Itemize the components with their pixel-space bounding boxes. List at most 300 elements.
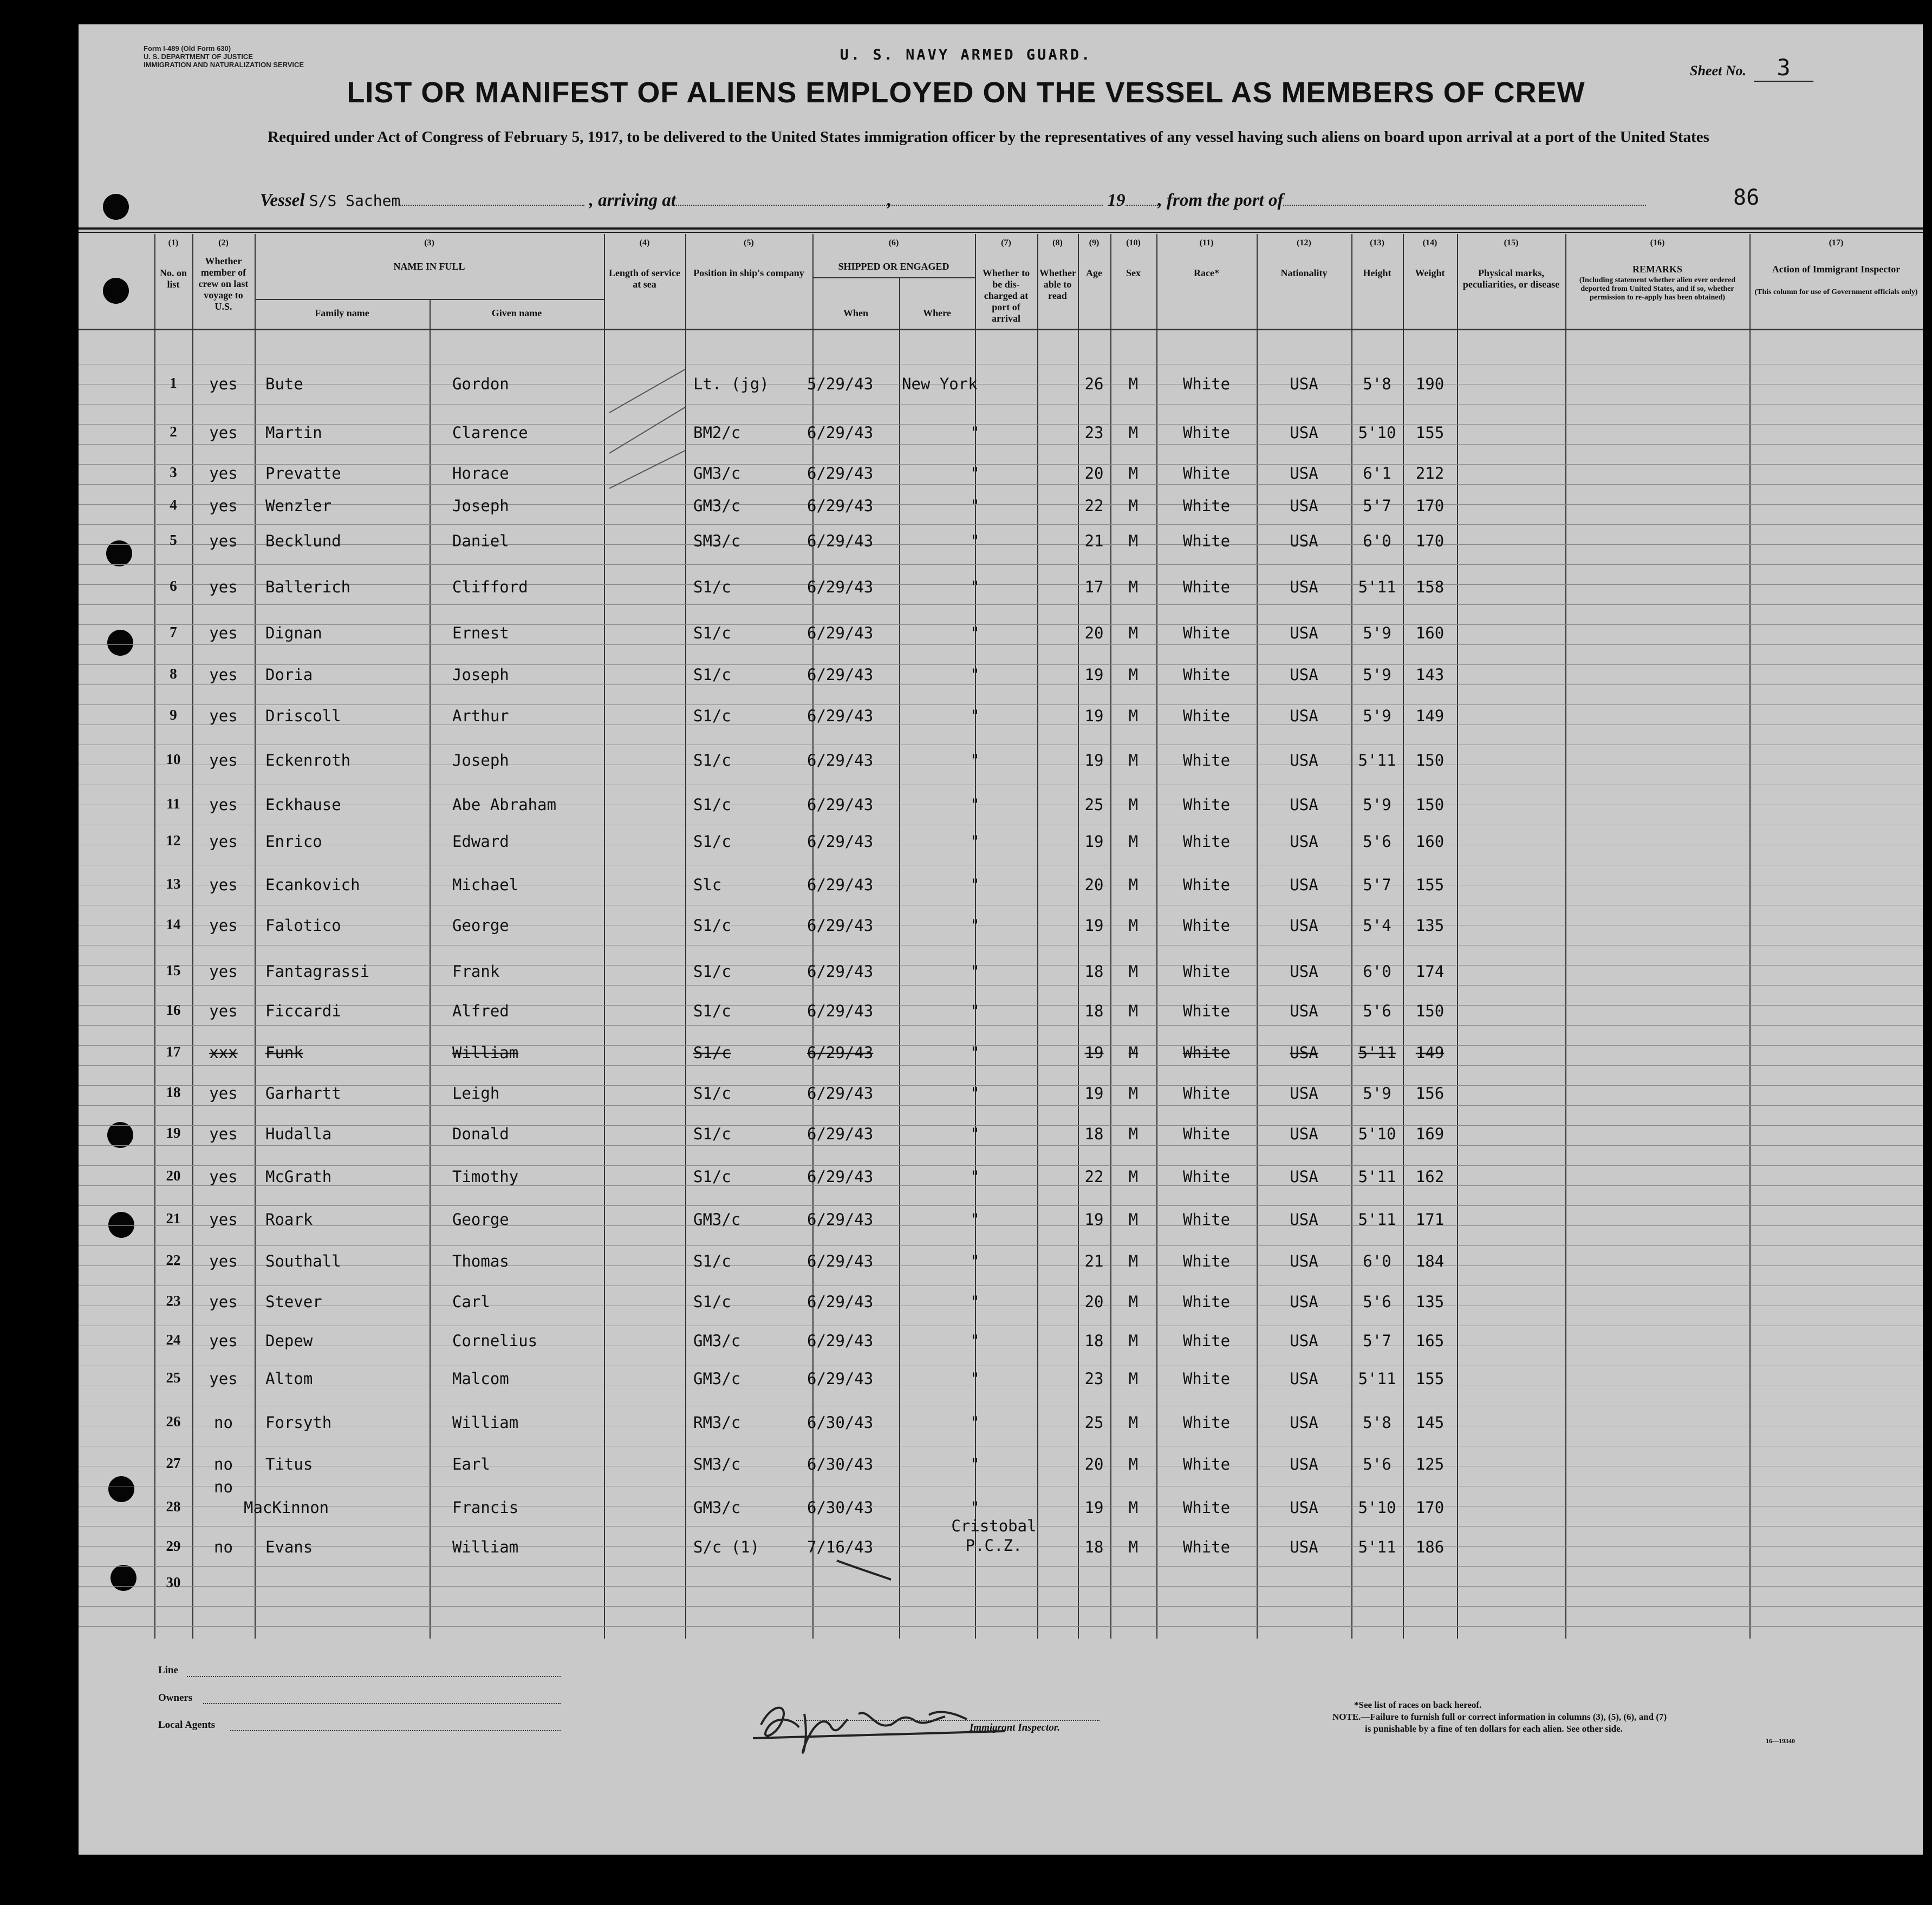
cell-no: 15 bbox=[166, 962, 181, 978]
row-rule bbox=[79, 1105, 1923, 1106]
cell-sex: M bbox=[1128, 1125, 1139, 1143]
row-rule bbox=[79, 1586, 1923, 1587]
column-header-7: Whether to be dis-charged at port of arrival bbox=[982, 268, 1030, 324]
cell-prev: yes bbox=[209, 578, 238, 596]
cell-weight: 160 bbox=[1415, 624, 1445, 642]
cell-no: 10 bbox=[166, 751, 181, 767]
cell-position: S1/c bbox=[693, 962, 731, 981]
cell-height: 5'4 bbox=[1363, 916, 1391, 935]
row-rule bbox=[79, 1626, 1923, 1627]
column-header-3: NAME IN FULL bbox=[393, 261, 465, 272]
cell-when: 6/29/43 bbox=[807, 751, 874, 769]
cell-family: Forsyth bbox=[265, 1413, 332, 1432]
row-rule bbox=[79, 1145, 1923, 1146]
cell-weight: 190 bbox=[1415, 375, 1445, 393]
cell-race: White bbox=[1182, 666, 1231, 684]
column-header-2: Whether member of crew on last voyage to U.S. bbox=[198, 256, 249, 312]
cell-age: 19 bbox=[1084, 751, 1104, 769]
cell-prev: yes bbox=[209, 795, 238, 814]
cell-where: " bbox=[970, 707, 980, 725]
cell-prev: no bbox=[214, 1413, 233, 1432]
column-header-17: Action of Immigrant Inspector bbox=[1772, 264, 1901, 275]
cell-where: " bbox=[970, 578, 980, 596]
row-rule bbox=[79, 985, 1923, 986]
cell-given: Edward bbox=[452, 832, 509, 851]
column-header-5: Position in ship's company bbox=[693, 268, 804, 278]
cell-position: GM3/c bbox=[693, 1210, 741, 1229]
cell-when: 6/29/43 bbox=[807, 1332, 874, 1350]
cell-height: 5'9 bbox=[1363, 1084, 1391, 1102]
column-number-1: (1) bbox=[168, 238, 179, 247]
cell-weight: 150 bbox=[1415, 1002, 1445, 1020]
cell-prev: yes bbox=[209, 532, 238, 550]
cell-height: 6'0 bbox=[1363, 1252, 1391, 1270]
cell-position: S1/c bbox=[693, 1084, 731, 1102]
cell-sex: M bbox=[1128, 795, 1139, 814]
cell-nationality: USA bbox=[1290, 464, 1318, 482]
cell-given: William bbox=[452, 1043, 519, 1062]
cell-given: Donald bbox=[452, 1125, 509, 1143]
cell-no: 26 bbox=[166, 1413, 181, 1430]
cell-sex: M bbox=[1128, 832, 1139, 851]
vessel-label: Vessel bbox=[260, 191, 305, 210]
cell-given: Alfred bbox=[452, 1002, 509, 1020]
cell-age: 26 bbox=[1084, 375, 1104, 393]
cell-prev: yes bbox=[209, 497, 238, 515]
cell-family: Southall bbox=[265, 1252, 341, 1270]
cell-given: Leigh bbox=[452, 1084, 500, 1102]
cell-height: 6'0 bbox=[1363, 532, 1391, 550]
subcolumn-rule bbox=[899, 277, 900, 1639]
cell-family: Altom bbox=[265, 1369, 313, 1388]
cell-nationality: USA bbox=[1290, 916, 1318, 935]
cell-given: Earl bbox=[452, 1455, 490, 1473]
cell-age: 20 bbox=[1084, 624, 1104, 642]
cell-when: 6/29/43 bbox=[807, 666, 874, 684]
column-number-6: (6) bbox=[888, 238, 899, 247]
column-header-16: REMARKS bbox=[1632, 264, 1682, 275]
cell-position: S1/c bbox=[693, 751, 731, 769]
cell-position: S1/c bbox=[693, 832, 731, 851]
cell-position: SM3/c bbox=[693, 532, 741, 550]
column-header-6: SHIPPED OR ENGAGED bbox=[838, 261, 949, 272]
cell-weight: 165 bbox=[1415, 1332, 1445, 1350]
row-rule bbox=[79, 664, 1923, 665]
footer-note bbox=[1332, 1699, 1795, 1747]
cell-position: S1/c bbox=[693, 666, 731, 684]
row-rule bbox=[79, 704, 1923, 705]
cell-given: Gordon bbox=[452, 375, 509, 393]
cell-where: " bbox=[970, 876, 980, 894]
cell-position: S1/c bbox=[693, 1293, 731, 1311]
cell-family: Bute bbox=[265, 375, 303, 393]
column-note-17: (This column for use of Government officials only) bbox=[1754, 288, 1918, 296]
cell-height: 5'6 bbox=[1363, 1293, 1391, 1311]
cell-where: " bbox=[970, 832, 980, 851]
cell-race: White bbox=[1182, 1252, 1231, 1270]
cell-weight: 169 bbox=[1415, 1125, 1445, 1143]
cell-age: 20 bbox=[1084, 1293, 1104, 1311]
header-rule bbox=[79, 227, 1923, 230]
cell-prev: yes bbox=[209, 1167, 238, 1186]
column-header-15: Physical marks, peculiarities, or disease bbox=[1462, 268, 1560, 290]
cell-no: 14 bbox=[166, 916, 181, 932]
cell-race: White bbox=[1182, 962, 1231, 981]
cell-sex: M bbox=[1128, 666, 1139, 684]
cell-given: William bbox=[452, 1538, 519, 1556]
cell-nationality: USA bbox=[1290, 497, 1318, 515]
cell-age: 19 bbox=[1084, 1498, 1104, 1517]
column-number-16: (16) bbox=[1650, 238, 1665, 247]
cell-no: 3 bbox=[170, 464, 177, 480]
header-bottom-rule bbox=[79, 329, 1923, 330]
cell-position: S1/c bbox=[693, 1125, 731, 1143]
crew-table bbox=[79, 234, 1923, 1639]
cell-weight: 184 bbox=[1415, 1252, 1445, 1270]
cell-nationality: USA bbox=[1290, 1252, 1318, 1270]
cell-age: 19 bbox=[1084, 1043, 1104, 1062]
cell-when: 6/29/43 bbox=[807, 962, 874, 981]
cell-nationality: USA bbox=[1290, 423, 1318, 442]
column-number-9: (9) bbox=[1089, 238, 1100, 247]
name-header-rule bbox=[255, 299, 604, 300]
arriving-label: , arriving at bbox=[589, 191, 676, 210]
cell-age: 17 bbox=[1084, 578, 1104, 596]
row-rule bbox=[79, 444, 1923, 445]
column-header-4: Length of service at sea bbox=[609, 268, 680, 290]
cell-where: " bbox=[970, 1210, 980, 1229]
cell-nationality: USA bbox=[1290, 1538, 1318, 1556]
cell-where: " bbox=[970, 1293, 980, 1311]
header-line: U. S. NAVY ARMED GUARD. bbox=[840, 47, 1092, 63]
cell-weight: 160 bbox=[1415, 832, 1445, 851]
cell-position: GM3/c bbox=[693, 497, 741, 515]
row-rule bbox=[79, 484, 1923, 485]
cell-age: 25 bbox=[1084, 1413, 1104, 1432]
cell-sex: M bbox=[1128, 578, 1139, 596]
cell-weight: 125 bbox=[1415, 1455, 1445, 1473]
cell-given: Joseph bbox=[452, 666, 509, 684]
cell-given: Thomas bbox=[452, 1252, 509, 1270]
cell-sex: M bbox=[1128, 1332, 1139, 1350]
note-races: *See list of races on back hereof. bbox=[1354, 1700, 1482, 1710]
cell-family: Titus bbox=[265, 1455, 313, 1473]
cell-no: 1 bbox=[170, 375, 177, 391]
vessel-name: S/S Sachem bbox=[309, 192, 401, 210]
cell-weight: 155 bbox=[1415, 876, 1445, 894]
column-rule bbox=[1749, 234, 1751, 1639]
cell-prev: yes bbox=[209, 876, 238, 894]
cell-prev: yes bbox=[209, 375, 238, 393]
cell-position: S1/c bbox=[693, 795, 731, 814]
cell-given: Ernest bbox=[452, 624, 509, 642]
cell-position: Slc bbox=[693, 876, 722, 894]
cell-height: 5'11 bbox=[1358, 578, 1396, 596]
cell-race: White bbox=[1182, 1210, 1231, 1229]
line-label: Line bbox=[158, 1665, 178, 1676]
cell-family: Martin bbox=[265, 423, 322, 442]
cell-nationality: USA bbox=[1290, 876, 1318, 894]
cell-nationality: USA bbox=[1290, 832, 1318, 851]
cell-age: 18 bbox=[1084, 962, 1104, 981]
cell-position: Lt. (jg) bbox=[693, 375, 769, 393]
page-title: LIST OR MANIFEST OF ALIENS EMPLOYED ON THE VESSEL AS MEMBERS OF CREW bbox=[347, 76, 1585, 109]
cell-height: 5'9 bbox=[1363, 795, 1391, 814]
cell-nationality: USA bbox=[1290, 578, 1318, 596]
cell-age: 22 bbox=[1084, 1167, 1104, 1186]
cell-position: S1/c bbox=[693, 624, 731, 642]
cell-prev: yes bbox=[209, 832, 238, 851]
punch-hole-1 bbox=[103, 194, 129, 220]
column-number-17: (17) bbox=[1829, 238, 1844, 247]
cell-where: " bbox=[970, 1252, 980, 1270]
cell-where: " bbox=[970, 1498, 980, 1517]
cell-race: White bbox=[1182, 916, 1231, 935]
column-header-13: Height bbox=[1363, 268, 1391, 278]
cell-given: Timothy bbox=[452, 1167, 519, 1186]
cell-age: 20 bbox=[1084, 1455, 1104, 1473]
cell-height: 5'11 bbox=[1358, 751, 1396, 769]
cell-weight: 212 bbox=[1415, 464, 1445, 482]
cell-race: White bbox=[1182, 1084, 1231, 1102]
cell-no: 8 bbox=[170, 666, 177, 682]
cell-sex: M bbox=[1128, 916, 1139, 935]
cell-race: White bbox=[1182, 578, 1231, 596]
column-rule bbox=[1457, 234, 1458, 1639]
cell-position: S/c (1) bbox=[693, 1538, 760, 1556]
cell-height: 5'10 bbox=[1358, 1125, 1396, 1143]
cell-sex: M bbox=[1128, 1252, 1139, 1270]
cell-nationality: USA bbox=[1290, 1293, 1318, 1311]
year-label: 19 bbox=[1107, 191, 1126, 210]
cell-position: S1/c bbox=[693, 916, 731, 935]
cell-weight: 135 bbox=[1415, 1293, 1445, 1311]
cell-age: 19 bbox=[1084, 666, 1104, 684]
cell-nationality: USA bbox=[1290, 1043, 1318, 1062]
note-penalty: NOTE.—Failure to furnish full or correct information in columns (3), (5), (6), and (7) bbox=[1332, 1712, 1667, 1722]
cell-weight: 150 bbox=[1415, 795, 1445, 814]
cell-given: Carl bbox=[452, 1293, 490, 1311]
cell-sex: M bbox=[1128, 1498, 1139, 1517]
cell-sex: M bbox=[1128, 423, 1139, 442]
column-number-14: (14) bbox=[1422, 238, 1437, 247]
column-number-10: (10) bbox=[1126, 238, 1141, 247]
cell-prev: yes bbox=[209, 1084, 238, 1102]
cell-race: White bbox=[1182, 532, 1231, 550]
from-label: , from the port of bbox=[1157, 191, 1284, 210]
cell-given: Joseph bbox=[452, 751, 509, 769]
cell-when: 6/29/43 bbox=[807, 832, 874, 851]
row-rule bbox=[79, 1245, 1923, 1246]
cell-where: " bbox=[970, 1002, 980, 1020]
cell-nationality: USA bbox=[1290, 1413, 1318, 1432]
cell-age: 19 bbox=[1084, 707, 1104, 725]
cell-when: 6/29/43 bbox=[807, 1043, 874, 1062]
cell-family: MacKinnon bbox=[244, 1498, 329, 1517]
cell-family: Falotico bbox=[265, 916, 341, 935]
row-rule bbox=[79, 1205, 1923, 1206]
cell-when: 6/30/43 bbox=[807, 1455, 874, 1473]
cell-sex: M bbox=[1128, 1293, 1139, 1311]
cell-race: White bbox=[1182, 624, 1231, 642]
cell-family: Fantagrassi bbox=[265, 962, 370, 981]
cell-no: 29 bbox=[166, 1538, 181, 1554]
cell-when: 6/29/43 bbox=[807, 532, 874, 550]
cell-sex: M bbox=[1128, 497, 1139, 515]
cell-no: 5 bbox=[170, 532, 177, 548]
cell-age: 20 bbox=[1084, 464, 1104, 482]
cell-sex: M bbox=[1128, 707, 1139, 725]
sheet-number-value: 3 bbox=[1754, 54, 1813, 82]
cell-nationality: USA bbox=[1290, 962, 1318, 981]
cell-where: " bbox=[970, 423, 980, 442]
cell-nationality: USA bbox=[1290, 1125, 1318, 1143]
cell-weight: 155 bbox=[1415, 1369, 1445, 1388]
cell-where: " bbox=[970, 1043, 980, 1062]
cell-age: 19 bbox=[1084, 916, 1104, 935]
column-header-8: Whether able to read bbox=[1039, 268, 1076, 301]
row-rule bbox=[79, 1025, 1923, 1026]
cell-prev: yes bbox=[209, 464, 238, 482]
cell-given: Clifford bbox=[452, 578, 528, 596]
column-header-11: Race* bbox=[1194, 268, 1219, 278]
cell-when: 6/29/43 bbox=[807, 1210, 874, 1229]
cell-height: 5'9 bbox=[1363, 666, 1391, 684]
cell-prev: yes bbox=[209, 1293, 238, 1311]
cell-when: 6/29/43 bbox=[807, 1369, 874, 1388]
cell-nationality: USA bbox=[1290, 1332, 1318, 1350]
cell-prev: yes bbox=[209, 707, 238, 725]
cell-position: S1/c bbox=[693, 1252, 731, 1270]
cell-race: White bbox=[1182, 497, 1231, 515]
cell-when: 6/29/43 bbox=[807, 916, 874, 935]
cell-when: 6/29/43 bbox=[807, 707, 874, 725]
cell-no: 13 bbox=[166, 876, 181, 892]
cell-sex: M bbox=[1128, 962, 1139, 981]
cell-family: Stever bbox=[265, 1293, 322, 1311]
cell-family: Driscoll bbox=[265, 707, 341, 725]
owners-label: Owners bbox=[158, 1692, 193, 1704]
header-rule-thin bbox=[79, 232, 1923, 233]
cell-sex: M bbox=[1128, 876, 1139, 894]
cell-race: White bbox=[1182, 1413, 1231, 1432]
cell-where: " bbox=[970, 1084, 980, 1102]
cell-weight: 150 bbox=[1415, 751, 1445, 769]
cell-no: 12 bbox=[166, 832, 181, 849]
cell-position: RM3/c bbox=[693, 1413, 741, 1432]
cell-weight: 170 bbox=[1415, 532, 1445, 550]
cell-weight: 135 bbox=[1415, 916, 1445, 935]
cell-position: SM3/c bbox=[693, 1455, 741, 1473]
cell-sex: M bbox=[1128, 1167, 1139, 1186]
cell-sex: M bbox=[1128, 1455, 1139, 1473]
cell-family: McGrath bbox=[265, 1167, 332, 1186]
cell-given: Arthur bbox=[452, 707, 509, 725]
cell-nationality: USA bbox=[1290, 1002, 1318, 1020]
cell-prev: yes bbox=[209, 624, 238, 642]
cell-prev: yes bbox=[209, 751, 238, 769]
cell-given: George bbox=[452, 916, 509, 935]
cell-when: 5/29/43 bbox=[807, 375, 874, 393]
cell-weight: 149 bbox=[1415, 707, 1445, 725]
cell-given: Frank bbox=[452, 962, 500, 981]
cell-family: Roark bbox=[265, 1210, 313, 1229]
cell-sex: M bbox=[1128, 464, 1139, 482]
cell-position: BM2/c bbox=[693, 423, 741, 442]
cell-nationality: USA bbox=[1290, 751, 1318, 769]
cell-family: Doria bbox=[265, 666, 313, 684]
column-header-10: Sex bbox=[1126, 268, 1141, 278]
cell-height: 5'11 bbox=[1358, 1167, 1396, 1186]
cell-prev: xxx bbox=[209, 1043, 238, 1062]
cell-when: 6/29/43 bbox=[807, 876, 874, 894]
cell-prev: no bbox=[214, 1538, 233, 1556]
cell-race: White bbox=[1182, 795, 1231, 814]
cell-where: New York bbox=[902, 375, 978, 393]
column-number-11: (11) bbox=[1199, 238, 1214, 247]
cell-race: White bbox=[1182, 464, 1231, 482]
cell-position: S1/c bbox=[693, 1167, 731, 1186]
cell-given: Horace bbox=[452, 464, 509, 482]
cell-age: 18 bbox=[1084, 1538, 1104, 1556]
cell-weight: 149 bbox=[1415, 1043, 1445, 1062]
cell-height: 6'1 bbox=[1363, 464, 1391, 482]
cell-nationality: USA bbox=[1290, 707, 1318, 725]
cell-weight: 170 bbox=[1415, 497, 1445, 515]
cell-age: 20 bbox=[1084, 876, 1104, 894]
cell-no: 22 bbox=[166, 1252, 181, 1268]
cell-where: " bbox=[970, 624, 980, 642]
cell-position: GM3/c bbox=[693, 1369, 741, 1388]
cell-position: GM3/c bbox=[693, 464, 741, 482]
cell-height: 5'6 bbox=[1363, 1455, 1391, 1473]
cell-where: " bbox=[970, 464, 980, 482]
cell-nationality: USA bbox=[1290, 1455, 1318, 1473]
cell-height: 5'6 bbox=[1363, 1002, 1391, 1020]
cell-family: Depew bbox=[265, 1332, 313, 1350]
cell-prev: no bbox=[214, 1478, 233, 1496]
cell-given: George bbox=[452, 1210, 509, 1229]
form-identifier: Form I-489 (Old Form 630) U. S. DEPARTMENT OF JUSTICE IMMIGRATION AND NATURALIZATION SERVICE bbox=[144, 44, 304, 69]
cell-family: Ballerich bbox=[265, 578, 351, 596]
cell-when: 6/29/43 bbox=[807, 1252, 874, 1270]
cell-family: Eckhause bbox=[265, 795, 341, 814]
cell-family: Eckenroth bbox=[265, 751, 351, 769]
cell-height: 5'7 bbox=[1363, 1332, 1391, 1350]
cell-height: 5'11 bbox=[1358, 1369, 1396, 1388]
cell-age: 25 bbox=[1084, 795, 1104, 814]
cell-height: 5'9 bbox=[1363, 624, 1391, 642]
cell-height: 5'11 bbox=[1358, 1538, 1396, 1556]
cell-prev: yes bbox=[209, 1252, 238, 1270]
cell-race: White bbox=[1182, 1332, 1231, 1350]
row-rule bbox=[79, 404, 1923, 405]
cell-given: Malcom bbox=[452, 1369, 509, 1388]
cell-height: 5'7 bbox=[1363, 497, 1391, 515]
cell-family: Ecankovich bbox=[265, 876, 360, 894]
cell-where: " bbox=[970, 962, 980, 981]
row-rule bbox=[79, 1065, 1923, 1066]
vessel-line: Vessel S/S Sachem , arriving at , 19 , from the port of bbox=[260, 191, 1646, 211]
column-number-13: (13) bbox=[1370, 238, 1384, 247]
cell-prev: no bbox=[214, 1455, 233, 1473]
cell-age: 18 bbox=[1084, 1125, 1104, 1143]
cell-family: Enrico bbox=[265, 832, 322, 851]
column-subheader-when: When bbox=[843, 308, 868, 318]
column-rule bbox=[604, 234, 605, 1639]
cell-family: Ficcardi bbox=[265, 1002, 341, 1020]
cell-sex: M bbox=[1128, 532, 1139, 550]
